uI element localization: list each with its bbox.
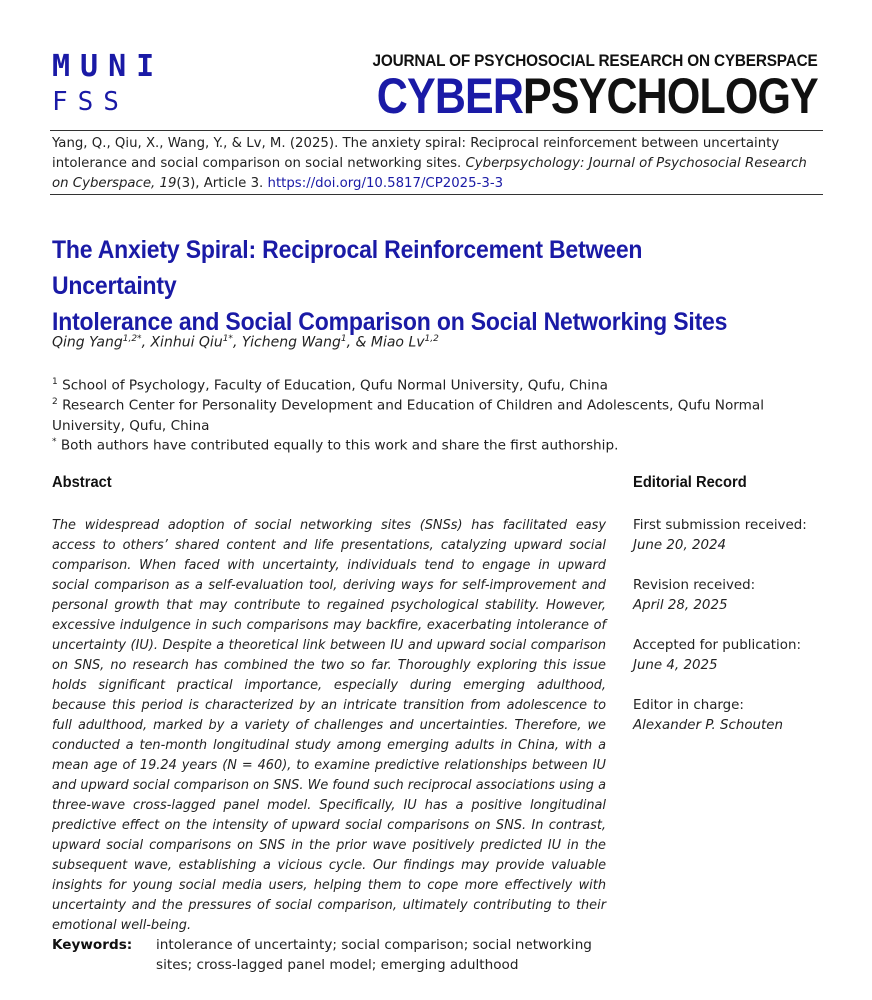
citation-journal: Cyberpsychology: Journal of Psychosocial Research on Cyberspace, 19	[52, 156, 807, 191]
author-name: Yicheng Wang	[241, 334, 341, 351]
editorial-record-item	[633, 516, 807, 556]
author-affiliation-marker: 1,2*	[122, 334, 142, 344]
author-affiliation-marker: 1*	[222, 334, 233, 344]
affiliation-2	[52, 392, 822, 436]
journal-subtitle: JOURNAL OF PSYCHOSOCIAL RESEARCH ON CYBERSPACE	[372, 52, 818, 70]
muni-logo: MUNI	[52, 49, 165, 84]
abstract-heading: Abstract	[52, 474, 112, 491]
author-separator: ,	[141, 334, 151, 351]
editorial-record-item	[633, 636, 801, 676]
article-title	[52, 232, 770, 340]
fss-logo: FSS	[52, 87, 129, 117]
abstract-body: The widespread adoption of social networking sites (SNSs) has facilitated easy access to others’ shared content and life presentations, catalyzing upward social comparison. When faced with uncertainty, individuals tend to engage in upward social comparison as a self-evaluation tool, deriving ways for self-improvement and personal growth that may contribute to regained psychological stability. However, excessive indulgence in such comparisons may backfire, exacerbating intolerance of uncertainty (IU). Despite a theoretical link between IU and upward social comparison on SNS, no research has combined the two so far. Thoroughly exploring this issue holds significant practical importance, especially during emerging adulthood, because this period is characterized by an intricate transition from adolescence to full adulthood, marked by a variety of challenges and uncertainties. Therefore, we conducted a ten-month longitudinal study among emerging adults in China, with a mean age of 19.24 years (N = 460), to examine predictive relationships between IU and upward social comparison on SNS. We found such reciprocal associations using a three-wave cross-lagged panel model. Specifically, IU has a positive longitudinal predictive effect on the intensity of upward social comparisons on SNS. In contrast, upward social comparisons on SNS in the prior wave positively predicted IU in the subsequent wave, establishing a vicious cycle. Our findings may provide valuable insights for young social media users, helping them to cope more effectively with uncertainty and the pressures of social comparison, ultimately contributing to their emotional well-being.	[52, 518, 606, 933]
doi-link[interactable]: https://doi.org/10.5817/CP2025-3-3	[267, 176, 504, 191]
author-affiliation-marker: 1,2	[424, 334, 439, 344]
affiliation-marker: *	[52, 437, 57, 447]
journal-name	[377, 68, 818, 124]
author-separator: ,	[232, 334, 242, 351]
journal-name-psychology: PSYCHOLOGY	[523, 68, 818, 124]
affiliation-marker: 1	[52, 377, 58, 387]
affiliation-marker: 2	[52, 397, 58, 407]
header-rule-top	[50, 130, 823, 131]
affiliation-text: Research Center for Personality Development and Education of Children and Adolescents, Qufu Normal University, Qufu, China	[52, 397, 764, 434]
editorial-record-value: June 4, 2025	[633, 658, 718, 673]
keywords-label: Keywords:	[52, 937, 133, 953]
editorial-record-value: Alexander P. Schouten	[633, 718, 783, 733]
citation-text: Yang, Q., Qiu, X., Wang, Y., & Lv, M. (2025). The anxiety spiral: Reciprocal reinforcement between uncertainty intolerance and social comparison on social networking sites.	[52, 136, 780, 171]
author-name: Miao Lv	[370, 334, 425, 351]
article-title-line-2: Intolerance and Social Comparison on Social Networking Sites	[52, 308, 728, 336]
author-list	[52, 328, 439, 354]
editorial-record-item	[633, 696, 783, 736]
affiliation-text: Both authors have contributed equally to this work and share the first authorship.	[60, 437, 619, 454]
author-affiliation-marker: 1	[340, 334, 347, 344]
author-separator: , &	[346, 334, 371, 351]
citation-issue: (3), Article 3.	[176, 176, 268, 191]
editorial-record-label: Editor in charge:	[633, 698, 744, 713]
citation	[52, 134, 824, 194]
author-name: Qing Yang	[52, 334, 123, 351]
editorial-record-label: Accepted for publication:	[633, 638, 801, 653]
editorial-record-value: April 28, 2025	[633, 598, 728, 613]
author-name: Xinhui Qiu	[150, 334, 223, 351]
editorial-record-item	[633, 576, 755, 616]
editorial-record-value: June 20, 2024	[633, 538, 727, 553]
editorial-record-heading: Editorial Record	[633, 474, 747, 491]
keywords-value: intolerance of uncertainty; social comparison; social networking sites; cross-lagged panel model; emerging adulthood	[156, 937, 592, 973]
article-title-line-1: The Anxiety Spiral: Reciprocal Reinforcement Between Uncertainty	[52, 236, 643, 300]
affiliation-text: School of Psychology, Faculty of Education, Qufu Normal University, Qufu, China	[62, 377, 608, 394]
header-rule-bottom	[50, 194, 823, 195]
journal-name-cyber: CYBER	[376, 68, 524, 124]
editorial-record-label: First submission received:	[633, 518, 807, 533]
affiliation-note	[52, 432, 822, 456]
editorial-record-label: Revision received:	[633, 578, 756, 593]
